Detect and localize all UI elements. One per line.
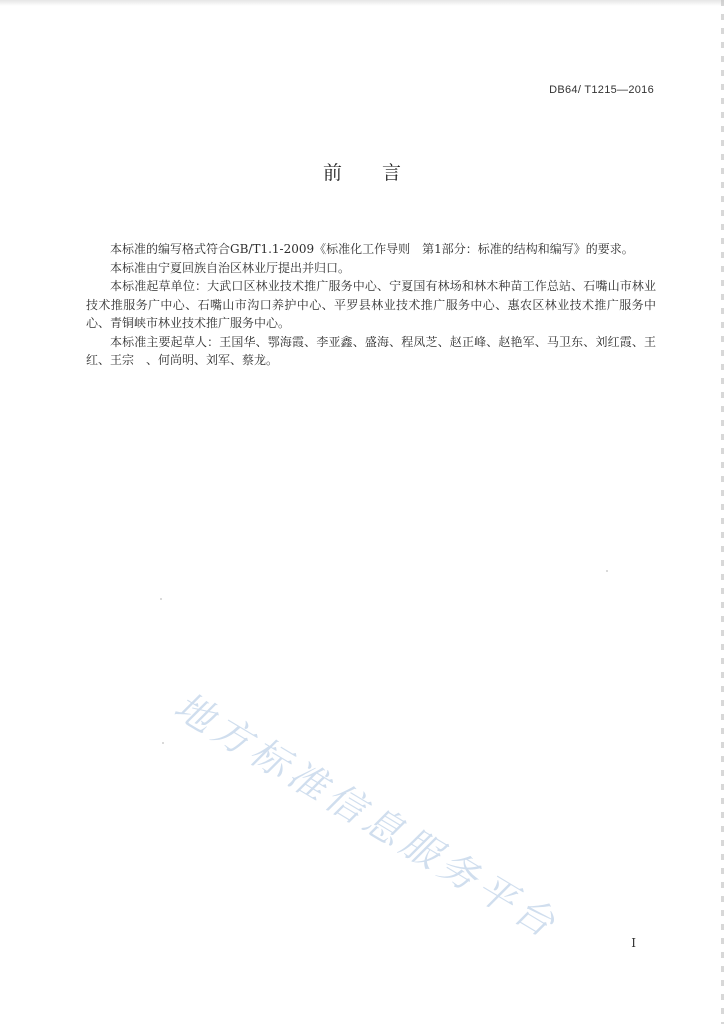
scan-edge-top [0,0,724,6]
document-code: DB64/ T1215—2016 [549,84,654,96]
paragraph-proposer: 本标准由宁夏回族自治区林业厅提出并归口。 [110,260,351,275]
foreword-body [86,240,656,370]
paragraph-drafters: 本标准主要起草人：王国华、鄂海霞、李亚鑫、盛海、程凤芝、赵正峰、赵艳军、马卫东、刘红霞、王红、王宗 、何尚明、刘军、蔡龙。 [86,334,656,367]
paragraph-format: 本标准的编写格式符合GB/T1.1-2009《标准化工作导则 第1部分：标准的结构和编写》的要求。 [110,242,634,256]
paragraph-drafting-units: 本标准起草单位：大武口区林业技术推广服务中心、宁夏国有林场和林木种苗工作总站、石嘴山市林业技术推服务广中心、石嘴山市沟口养护中心、平罗县林业技术推广服务中心、惠农区林业技术推广服务中心、青铜峡市林业技术推广服务中心。 [86,279,656,330]
page-number: I [631,936,636,950]
watermark: 地方标准信息服务平台 [166,683,567,948]
section-title: 前言 [322,162,441,184]
scan-speck [606,570,608,572]
scan-speck [162,742,164,744]
scan-speck [160,598,162,600]
